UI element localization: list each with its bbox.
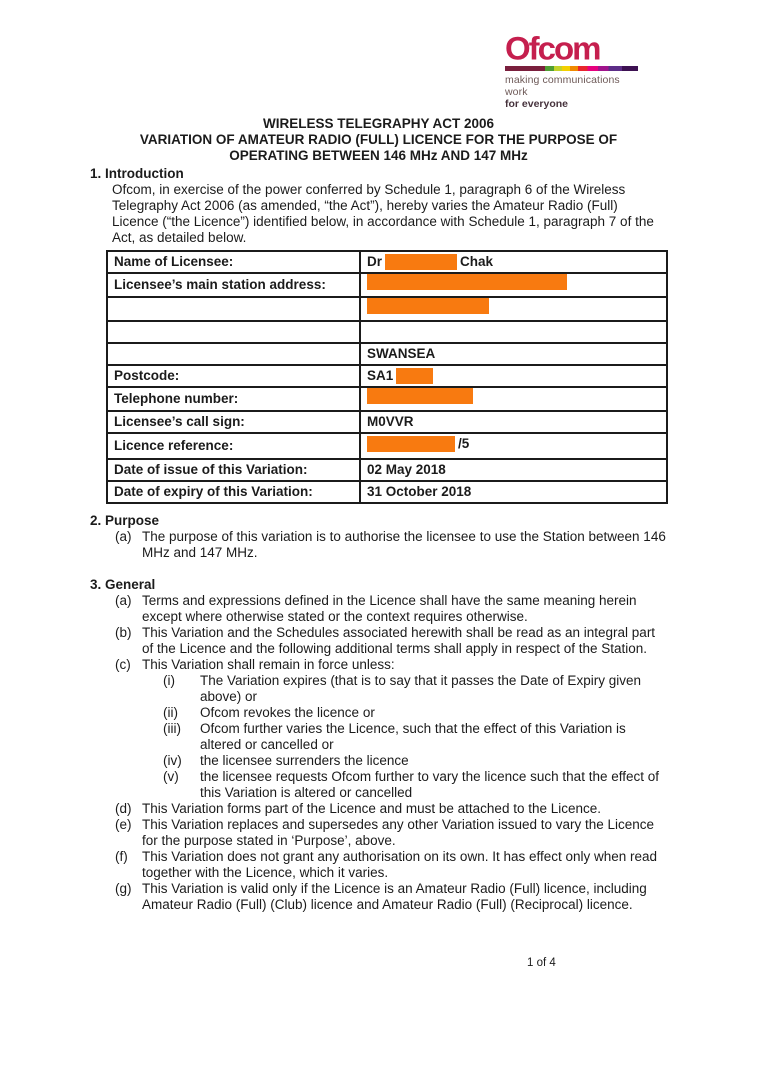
list-item — [115, 593, 667, 625]
sub-list-item-marker: (ii) — [163, 705, 178, 720]
section-heading-general — [90, 577, 667, 593]
document-title — [0, 0, 757, 164]
table-value-parts — [367, 366, 433, 386]
table-value-parts — [367, 460, 446, 480]
table-value-cell — [360, 459, 667, 481]
redaction-bar — [367, 388, 473, 404]
list-item-text-content: The purpose of this variation is to authorise the licensee to use the Station between 146 MHz and 147 MHz. — [142, 529, 666, 560]
list-item-marker: (b) — [115, 625, 132, 640]
table-label-cell: Date of issue of this Variation: — [107, 459, 360, 481]
table-value-cell — [360, 343, 667, 365]
section-number: 1. — [90, 166, 102, 181]
table-value-cell — [360, 411, 667, 433]
sub-list-item-text: the licensee surrenders the licence — [200, 753, 409, 768]
redaction-bar — [367, 298, 489, 314]
list-item — [115, 529, 667, 561]
table-value-parts — [367, 388, 473, 404]
table-label-cell — [107, 343, 360, 365]
table-value-text: M0VVR — [367, 414, 414, 429]
table-value-text: SWANSEA — [367, 346, 436, 361]
table-value-cell — [360, 297, 667, 321]
section-heading-purpose — [90, 513, 667, 529]
list-item-text — [142, 657, 667, 801]
list-item-marker: (g) — [115, 881, 132, 896]
table-value-text: Dr — [367, 254, 383, 269]
table-value-cell — [360, 387, 667, 411]
list-item-text — [142, 817, 667, 849]
ofcom-tagline-line2: for everyone — [505, 98, 569, 110]
ofcom-rainbow-stripe — [505, 66, 638, 71]
sub-list-item — [163, 705, 667, 721]
table-row — [107, 297, 667, 321]
section-title: Introduction — [105, 166, 184, 181]
title-line-3: OPERATING BETWEEN 146 MHz AND 147 MHz — [229, 148, 528, 163]
list-item-text — [142, 801, 667, 817]
table-value-parts — [367, 482, 471, 502]
table-row — [107, 321, 667, 343]
table-label-cell: Telephone number: — [107, 387, 360, 411]
table-label-cell: Licensee’s main station address: — [107, 273, 360, 297]
table-row — [107, 481, 667, 503]
list-item-marker: (c) — [115, 657, 131, 672]
table-value-parts — [367, 344, 435, 364]
list-item-text-content: This Variation is valid only if the Licence is an Amateur Radio (Full) licence, including Amateur Radio (Full) (Club) licence and Amateur Radio (Full) (Reciprocal) licence. — [142, 881, 647, 912]
table-value-parts — [367, 412, 414, 432]
table-value-text: /5 — [458, 436, 470, 451]
table-row — [107, 433, 667, 459]
list-item-text — [142, 881, 667, 913]
table-row — [107, 251, 667, 273]
table-value-cell — [360, 481, 667, 503]
table-label-cell: Date of expiry of this Variation: — [107, 481, 360, 503]
table-value-text: SA1 — [367, 368, 394, 383]
table-row — [107, 273, 667, 297]
list-item-text — [142, 529, 667, 561]
page-number: 1 of 4 — [527, 957, 556, 969]
sub-list-item-marker: (iv) — [163, 753, 182, 768]
sub-list-item-marker: (iii) — [163, 721, 181, 736]
list-item-text-content: This Variation does not grant any authorisation on its own. It has effect only when read together with the Licence, which it varies. — [142, 849, 658, 880]
list-item-text — [142, 849, 667, 881]
list-item-marker: (d) — [115, 801, 132, 816]
ofcom-tagline-line1: making communications work — [505, 74, 620, 98]
sub-list-item-text: Ofcom further varies the Licence, such that the effect of this Variation is altered or cancelled or — [200, 721, 626, 752]
table-row — [107, 343, 667, 365]
list-item-marker: (a) — [115, 529, 132, 544]
licence-details-table — [106, 250, 668, 504]
list-item — [115, 625, 667, 657]
table-row — [107, 411, 667, 433]
table-value-parts — [367, 298, 489, 314]
table-value-cell — [360, 365, 667, 387]
list-item-text-content: This Variation forms part of the Licence and must be attached to the Licence. — [142, 801, 602, 816]
ofcom-logo — [505, 30, 638, 110]
table-label-cell: Licensee’s call sign: — [107, 411, 360, 433]
redaction-bar — [367, 274, 567, 290]
table-value-cell — [360, 433, 667, 459]
list-item-marker: (e) — [115, 817, 132, 832]
sub-list-item-text: Ofcom revokes the licence or — [200, 705, 375, 720]
list-item-text — [142, 625, 667, 657]
ofcom-wordmark: Ofcom — [505, 30, 600, 67]
section-title: Purpose — [105, 513, 160, 528]
list-item — [115, 881, 667, 913]
sub-list-item-marker: (v) — [163, 769, 179, 784]
list-item-text-content: Terms and expressions defined in the Licence shall have the same meaning herein except where otherwise stated or the context requires otherwise. — [142, 593, 637, 624]
list-item-text-content: This Variation replaces and supersedes any other Variation issued to vary the Licence for the purpose stated in ‘Purpose’, above. — [142, 817, 655, 848]
table-row — [107, 365, 667, 387]
table-value-cell — [360, 273, 667, 297]
table-value-text: Chak — [460, 254, 494, 269]
section-number: 2. — [90, 513, 102, 528]
sub-list — [163, 673, 667, 801]
licence-table-body — [107, 251, 667, 503]
general-items — [115, 593, 667, 913]
table-label-cell — [107, 297, 360, 321]
list-item-text-content: This Variation shall remain in force unless: — [142, 657, 395, 672]
table-value-parts — [367, 274, 567, 290]
title-line-1: WIRELESS TELEGRAPHY ACT 2006 — [262, 116, 495, 131]
table-value-parts — [367, 434, 469, 454]
table-value-text: 31 October 2018 — [367, 484, 472, 499]
list-item — [115, 817, 667, 849]
sub-list-item-text: the licensee requests Ofcom further to vary the licence such that the effect of this Variation is altered or cancelled — [200, 769, 659, 800]
redaction-bar — [396, 368, 433, 384]
table-label-cell: Name of Licensee: — [107, 251, 360, 273]
list-item-marker: (a) — [115, 593, 132, 608]
title-line-2: VARIATION OF AMATEUR RADIO (FULL) LICENCE FOR THE PURPOSE OF — [139, 132, 618, 147]
sub-list-item — [163, 673, 667, 705]
sub-list-item-text: The Variation expires (that is to say that it passes the Date of Expiry given above) or — [200, 673, 641, 704]
table-value-text: 02 May 2018 — [367, 462, 446, 477]
redaction-bar — [385, 254, 457, 270]
introduction-paragraph: Ofcom, in exercise of the power conferred by Schedule 1, paragraph 6 of the Wireless Telegraphy Act 2006 (as amended, “the Act”), hereby varies the Amateur Radio (Full) Licence (“the Licence”) identified below, in accordance with Schedule 1, paragraph 7 of the Act, as detailed below. — [112, 182, 654, 245]
list-item-text — [142, 593, 667, 625]
purpose-items — [115, 529, 667, 561]
sub-list-item — [163, 769, 667, 801]
sub-list-item — [163, 753, 667, 769]
list-item-text-content: This Variation and the Schedules associated herewith shall be read as an integral part of the Licence and the following additional terms shall apply in respect of the Station. — [142, 625, 656, 656]
table-value-parts — [367, 252, 493, 272]
sub-list-item — [163, 721, 667, 753]
table-row — [107, 459, 667, 481]
table-value-cell — [360, 251, 667, 273]
section-number: 3. — [90, 577, 102, 592]
table-label-cell — [107, 321, 360, 343]
section-heading-introduction — [90, 166, 667, 182]
table-label-cell: Postcode: — [107, 365, 360, 387]
table-row — [107, 387, 667, 411]
redaction-bar — [367, 436, 455, 452]
list-item-marker: (f) — [115, 849, 128, 864]
section-title: General — [105, 577, 156, 592]
list-item — [115, 657, 667, 801]
table-value-cell — [360, 321, 667, 343]
sub-list-item-marker: (i) — [163, 673, 175, 688]
list-item — [115, 801, 667, 817]
table-label-cell: Licence reference: — [107, 433, 360, 459]
list-item — [115, 849, 667, 881]
